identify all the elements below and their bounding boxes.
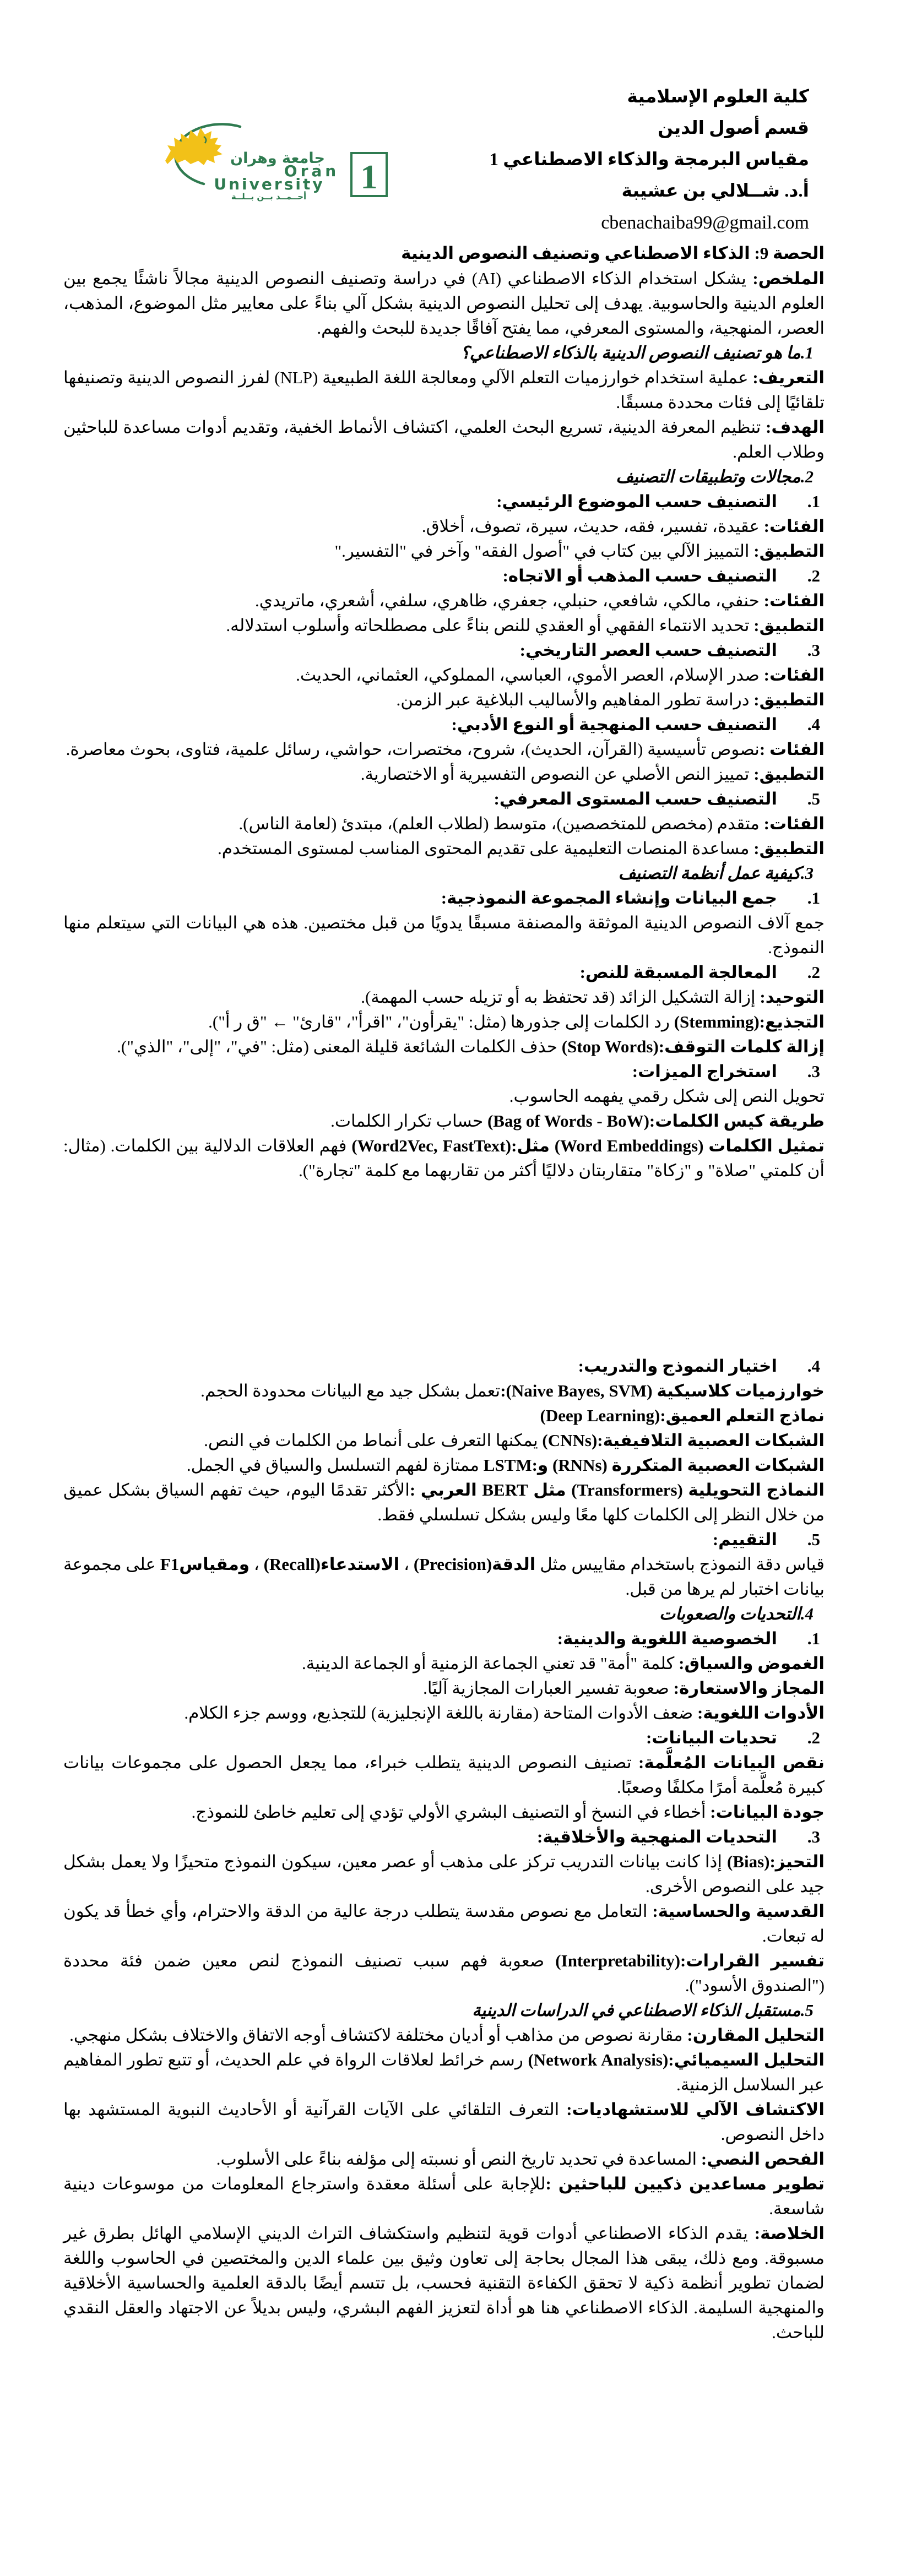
email-text: cbenachaiba99@gmail.com	[601, 213, 809, 233]
paragraph-text: حذف الكلمات الشائعة قليلة المعنى (مثل: "في"، "إلى"، "الذي").	[117, 1037, 562, 1056]
numbered-heading	[63, 712, 825, 737]
heading-number: 3.	[807, 1062, 820, 1081]
paragraph	[63, 1108, 825, 1133]
paragraph	[63, 662, 825, 687]
paragraph-text: التعرف التلقائي على الآيات القرآنية أو الأحاديث النبوية المستشهد بها داخل النصوص.	[63, 2100, 825, 2144]
paragraph-text: ضعف الأدوات المتاحة (مقارنة باللغة الإنجليزية) للتجذيع، ووسم جزء الكلام.	[184, 1703, 697, 1722]
paragraph	[63, 1800, 825, 1824]
paragraph	[63, 1477, 825, 1527]
paragraph	[63, 762, 825, 786]
metric-f1: ومقياسF1	[160, 1555, 250, 1574]
paragraph	[63, 836, 825, 861]
numbered-heading	[63, 1527, 825, 1552]
paragraph-label: التطبيق:	[753, 616, 825, 635]
faculty-name: كلية العلوم الإسلامية	[627, 87, 809, 107]
heading-number: 1.	[807, 888, 820, 907]
paragraph-label: المجاز والاستعارة:	[673, 1678, 825, 1698]
paragraph	[63, 1676, 825, 1700]
paragraph-text: تنظيم المعرفة الدينية، تسريع البحث العلمي، اكتشاف الأنماط الخفية، وتقديم أدوات مساعدة للباحثين وطلاب العلم.	[63, 417, 825, 461]
heading-text: الخصوصية اللغوية والدينية:	[557, 1629, 777, 1648]
paragraph	[63, 985, 825, 1009]
paragraph-label: التعريف:	[752, 368, 825, 387]
paragraph-evaluation	[63, 1552, 825, 1601]
logo-founder-name: أحــمــد بــن بــلــة	[231, 192, 307, 202]
paragraph-text: ممتازة لفهم التسلسل والسياق في الجمل.	[186, 1455, 484, 1475]
paragraph-label: القدسية والحساسية:	[652, 1901, 825, 1921]
paragraph	[63, 2047, 825, 2097]
paragraph	[63, 1378, 825, 1403]
paragraph	[63, 1034, 825, 1059]
heading-number: 1.	[807, 492, 820, 511]
paragraph	[63, 539, 825, 563]
paragraph-label: الهدف:	[766, 417, 825, 437]
email-address	[63, 207, 809, 238]
paragraph-text: تحديد الانتماء الفقهي أو العقدي للنص بناءً على مصطلحاته وأسلوب استدلاله.	[226, 616, 754, 635]
heading-text: المعالجة المسبقة للنص:	[579, 963, 777, 982]
logo-university-name-ar: جامعة وهران	[230, 150, 325, 167]
professor-name: أ.د. شــلالي بن عشيبة	[621, 181, 809, 201]
paragraph	[63, 1651, 825, 1676]
paragraph-text: صدر الإسلام، العصر الأموي، العباسي، المملوكي، العثماني، الحديث.	[296, 665, 764, 684]
paragraph-text: المساعدة في تحديد تاريخ النص أو نسبته إلى مؤلفه بناءً على الأسلوب.	[216, 2149, 701, 2169]
paragraph: تحويل النص إلى شكل رقمي يفهمه الحاسوب.	[509, 1086, 825, 1106]
paragraph-label: التطبيق:	[753, 541, 825, 561]
paragraph	[63, 1700, 825, 1725]
heading-text: التقييم:	[712, 1530, 777, 1549]
paragraph-label: جودة البيانات:	[710, 1802, 825, 1822]
paragraph	[63, 613, 825, 638]
heading-number: 3.	[807, 640, 820, 660]
paragraph-label: الفئات:	[763, 814, 825, 833]
numbered-heading	[63, 960, 825, 985]
paragraph-text: تصنيف النصوص الدينية يتطلب خبراء، مما يجعل الحصول على مجموعات بيانات كبيرة مُعلَّمة أمرًا مكلفًا وصعبًا.	[63, 1753, 825, 1797]
paragraph-text: فهم العلاقات الدلالية بين الكلمات. (مثال: أن كلمتي "صلاة" و "زكاة" متقاربتان دلاليًا أكثر من تقاربهما مع كلمة "تجارة").	[63, 1136, 825, 1180]
paragraph	[63, 1948, 825, 1998]
paragraph-label: التحليل المقارن:	[687, 2025, 825, 2045]
paragraph-text: عقيدة، تفسير، فقه، حديث، سيرة، تصوف، أخلاق.	[421, 517, 764, 536]
paragraph-label: الأدوات اللغوية:	[697, 1703, 825, 1722]
lesson-title: الحصة 9: الذكاء الاصطناعي وتصنيف النصوص الدينية	[401, 243, 825, 263]
paragraph-text: حساب تكرار الكلمات.	[330, 1111, 487, 1131]
paragraph-label: تمثيل الكلمات (Word Embeddings) مثل:(Word2Vec, FastText)	[351, 1136, 825, 1155]
paragraph-text: يقدم الذكاء الاصطناعي أدوات قوية لتنظيم واستكشاف التراث الديني الإسلامي الهائل بطرق غير مسبوقة. ومع ذلك، يبقى هذا المجال بحاجة إلى تعاون وثيق بين علماء الدين والمختصين في الحاسوب واللغة لضمان تطوير أنظمة ذكية لا تحقق الكفاءة التقنية فحسب، بل تتسم أيضًا بالدقة العلمية والحساسية الأخلاقية والمنهجية السليمة. الذكاء الاصطناعي هنا هو أداة لتعزيز الفهم البشري، وليس بديلاً عن الاجتهاد والعقل النقدي للباحث.	[63, 2224, 825, 2342]
heading-number: 1.	[807, 1629, 820, 1648]
heading-text: اختيار النموذج والتدريب:	[578, 1356, 777, 1376]
metric-recall: الاستدعاء(Recall)	[263, 1555, 400, 1574]
paragraph-label: إزالة كلمات التوقف:(Stop Words)	[561, 1037, 825, 1056]
logo-name-university: University	[214, 175, 325, 193]
paragraph-text: كلمة "أمة" قد تعني الجماعة الزمنية أو الجماعة الدينية.	[301, 1654, 679, 1673]
paragraph-text: ،	[250, 1555, 264, 1574]
heading-text: جمع البيانات وإنشاء المجموعة النموذجية:	[441, 888, 777, 907]
numbered-heading	[63, 885, 825, 910]
paragraph-goal	[63, 415, 825, 464]
logo-name-oran: Oran	[284, 162, 340, 180]
paragraph-label: الغموض والسياق:	[679, 1654, 825, 1673]
paragraph-text: مقارنة نصوص من مذاهب أو أديان مختلفة لاكتشاف أوجه الاتفاق والاختلاف بشكل منهجي.	[69, 2025, 687, 2045]
paragraph: جمع آلاف النصوص الدينية الموثقة والمصنفة مسبقًا يدويًا من قبل مختصين. هذه هي البيانات التي سيتعلم منها النموذج.	[63, 913, 825, 957]
heading-text: استخراج الميزات:	[632, 1062, 777, 1081]
paragraph-label: الفئات:	[763, 517, 825, 536]
numbered-heading	[63, 489, 825, 514]
paragraph	[63, 2097, 825, 2146]
paragraph-text: صعوبة فهم سبب تصنيف النموذج لنص معين ضمن فئة محددة ("الصندوق الأسود").	[63, 1951, 825, 1995]
paragraph-text: رد الكلمات إلى جذورها (مثل: "يقرأون"، "اقرأ"، "قارئ" ← "ق ر أ").	[208, 1012, 674, 1031]
paragraph-text: دراسة تطور المفاهيم والأساليب البلاغية عبر الزمن.	[396, 690, 754, 709]
numbered-heading	[63, 1725, 825, 1750]
paragraph-definition	[63, 365, 825, 415]
section-heading-4: 4.التحديات والصعوبات	[659, 1604, 814, 1623]
heading-number: 4.	[807, 715, 820, 734]
paragraph-text: أخطاء في النسخ أو التصنيف البشري الأولي تؤدي إلى تعليم خاطئ للنموذج.	[191, 1802, 711, 1822]
heading-number: 2.	[807, 566, 820, 585]
paragraph-label: التحيز:(Bias)	[726, 1852, 825, 1871]
paragraph	[63, 737, 825, 762]
paragraph-text: صعوبة تفسير العبارات المجازية آليًا.	[423, 1678, 674, 1698]
heading-text: التحديات المنهجية والأخلاقية:	[537, 1827, 777, 1846]
paragraph-label: التحليل السيميائي:(Network Analysis)	[528, 2050, 825, 2069]
numbered-heading	[63, 1354, 825, 1378]
paragraph-label: الشبكات العصبية التلافيفية:(CNNs)	[542, 1431, 825, 1450]
logo-graphic	[147, 115, 389, 202]
paragraph-label: الاكتشاف الآلي للاستشهاديات:	[566, 2100, 825, 2119]
heading-number: 4.	[807, 1356, 820, 1376]
paragraph-text: للإجابة على أسئلة معقدة واسترجاع المعلومات من موسوعات دينية شاسعة.	[63, 2174, 825, 2218]
heading-number: 3.	[807, 1827, 820, 1846]
heading-number: 2.	[807, 1728, 820, 1747]
paragraph-text: متقدم (مخصص للمتخصصين)، متوسط (لطلاب العلم)، مبتدئ (لعامة الناس).	[238, 814, 764, 833]
paragraph	[63, 811, 825, 836]
heading-number: 2.	[807, 963, 820, 982]
heading-text: التصنيف حسب المستوى المعرفي:	[494, 789, 777, 808]
metric-precision: الدقة(Precision)	[413, 1555, 536, 1574]
paragraph-text: نصوص تأسيسية (القرآن، الحديث)، شروح، مختصرات، حواشي، رسائل علمية، فتاوى، بحوث معاصرة.	[66, 740, 760, 759]
logo-lion-icon	[165, 128, 223, 165]
paragraph-label: الملخص:	[752, 269, 825, 288]
paragraph-text: حنفي، مالكي، شافعي، حنبلي، جعفري، ظاهري، سلفي، أشعري، ماتريدي.	[254, 591, 764, 610]
numbered-heading	[63, 638, 825, 662]
paragraph	[63, 1453, 825, 1477]
paragraph-label: النماذج التحويلية (Transformers) مثل BERT العربي :	[409, 1480, 825, 1499]
heading-number: 5.	[807, 1530, 820, 1549]
paragraph-abstract	[63, 266, 825, 340]
paragraph-text: التمييز الآلي بين كتاب في "أصول الفقه" وآخر في "التفسير."	[334, 541, 754, 561]
paragraph	[63, 2023, 825, 2047]
paragraph	[63, 1899, 825, 1948]
paragraph-label: التطبيق:	[753, 839, 825, 858]
paragraph-label: خوارزميات كلاسيكية (Naive Bayes, SVM):	[500, 1381, 825, 1400]
logo-campus-number: 1	[360, 159, 378, 196]
paragraph	[63, 2171, 825, 2221]
section-heading-1: 1.ما هو تصنيف النصوص الدينية بالذكاء الاصطناعي؟	[460, 343, 814, 362]
department-name: قسم أصول الدين	[658, 118, 809, 138]
paragraph-label: تفسير القرارات:(Interpretability)	[555, 1951, 825, 1970]
paragraph-label: التجذيع:(Stemming)	[674, 1012, 825, 1031]
numbered-heading	[63, 1059, 825, 1084]
paragraph-label: الشبكات العصبية المتكررة (RNNs) و:LSTM	[483, 1455, 825, 1475]
paragraph-text: تمييز النص الأصلي عن النصوص التفسيرية أو الاختصارية.	[360, 764, 754, 784]
university-logo	[147, 115, 389, 202]
numbered-heading	[63, 1824, 825, 1849]
paragraph-label: الخلاصة:	[754, 2224, 825, 2243]
paragraph	[63, 1009, 825, 1034]
paragraph-text: إزالة التشكيل الزائد (قد تحتفظ به أو تزيله حسب المهمة).	[361, 987, 760, 1007]
paragraph-text: يشكل استخدام الذكاء الاصطناعي (AI) في دراسة وتصنيف النصوص الدينية مجالاً ناشئًا يجمع بين العلوم الدينية والحاسوبية. يهدف إلى تحليل النصوص الدينية بشكل آلي بناءً على معايير مثل الموضوع، المذهب، العصر، المنهجية، والمستوى المعرفي، مما يفتح آفاقًا جديدة للبحث والفهم.	[63, 269, 825, 338]
paragraph-label: الفئات:	[763, 665, 825, 684]
paragraph	[63, 588, 825, 613]
heading-text: التصنيف حسب العصر التاريخي:	[519, 640, 777, 660]
paragraph-label: التوحيد:	[760, 987, 825, 1007]
paragraph-label: التطبيق:	[753, 690, 825, 709]
heading-text: التصنيف حسب المذهب أو الاتجاه:	[502, 566, 777, 585]
paragraph-text: مساعدة المنصات التعليمية على تقديم المحتوى المناسب لمستوى المستخدم.	[217, 839, 754, 858]
paragraph-label: التطبيق:	[753, 764, 825, 784]
page-break-gap	[63, 1183, 825, 1354]
paragraph-text: التعامل مع نصوص مقدسة يتطلب درجة عالية من الدقة والاحترام، وأي خطأ قد يكون له تبعات.	[63, 1901, 825, 1945]
heading-text: التصنيف حسب المنهجية أو النوع الأدبي:	[451, 715, 777, 734]
paragraph-conclusion	[63, 2221, 825, 2345]
paragraph-text: الأكثر تقدمًا اليوم، حيث تفهم السياق بشكل عميق من خلال النظر إلى الكلمات كلها معًا وليس بشكل تسلسلي فقط.	[63, 1480, 825, 1524]
paragraph	[63, 1428, 825, 1453]
paragraph-label: تطوير مساعدين ذكيين للباحثين :	[545, 2174, 825, 2193]
heading-text: تحديات البيانات:	[646, 1728, 777, 1747]
heading-text: التصنيف حسب الموضوع الرئيسي:	[496, 492, 777, 511]
numbered-heading	[63, 563, 825, 588]
paragraph-label: طريقة كيس الكلمات:(Bag of Words - BoW)	[487, 1111, 825, 1131]
paragraph	[63, 1849, 825, 1899]
heading-number: 5.	[807, 789, 820, 808]
paragraph-text: قياس دقة النموذج باستخدام مقاييس مثل	[535, 1555, 825, 1574]
paragraph	[63, 1133, 825, 1183]
paragraph	[63, 514, 825, 539]
paragraph-text: ،	[399, 1555, 414, 1574]
numbered-heading	[63, 1626, 825, 1651]
paragraph-label: نقص البيانات المُعلَّمة:	[638, 1753, 825, 1772]
course-name: مقياس البرمجة والذكاء الاصطناعي 1	[489, 150, 809, 170]
paragraph-label: الفئات:	[763, 591, 825, 610]
paragraph-text: رسم خرائط لعلاقات الرواة في علم الحديث، أو تتبع تطور المفاهيم عبر السلاسل الزمنية.	[63, 2050, 825, 2094]
paragraph-text: إذا كانت بيانات التدريب تركز على مذهب أو عصر معين، سيكون النموذج متحيزًا ولا يعمل بشكل جيد على النصوص الأخرى.	[63, 1852, 825, 1896]
paragraph-label: الفحص النصي:	[701, 2149, 825, 2169]
paragraph-text: عملية استخدام خوارزميات التعلم الآلي ومعالجة اللغة الطبيعية (NLP) لفرز النصوص الدينية وتصنيفها تلقائيًا إلى فئات محددة مسبقًا.	[63, 368, 825, 412]
paragraph: نماذج التعلم العميق:(Deep Learning)	[540, 1406, 825, 1425]
section-heading-2: 2.مجالات وتطبيقات التصنيف	[616, 467, 814, 486]
paragraph-label: الفئات :	[759, 740, 825, 759]
paragraph-text: تعمل بشكل جيد مع البيانات محدودة الحجم.	[200, 1381, 501, 1400]
section-heading-5: 5.مستقبل الذكاء الاصطناعي في الدراسات الدينية	[472, 2001, 814, 2020]
paragraph	[63, 1750, 825, 1800]
paragraph	[63, 687, 825, 712]
paragraph	[63, 2146, 825, 2171]
paragraph-text: يمكنها التعرف على أنماط من الكلمات في النص.	[204, 1431, 543, 1450]
numbered-heading	[63, 786, 825, 811]
paragraph-text: على مجموعة بيانات اختبار لم يرها من قبل.	[63, 1555, 825, 1599]
section-heading-3: 3.كيفية عمل أنظمة التصنيف	[618, 863, 814, 883]
